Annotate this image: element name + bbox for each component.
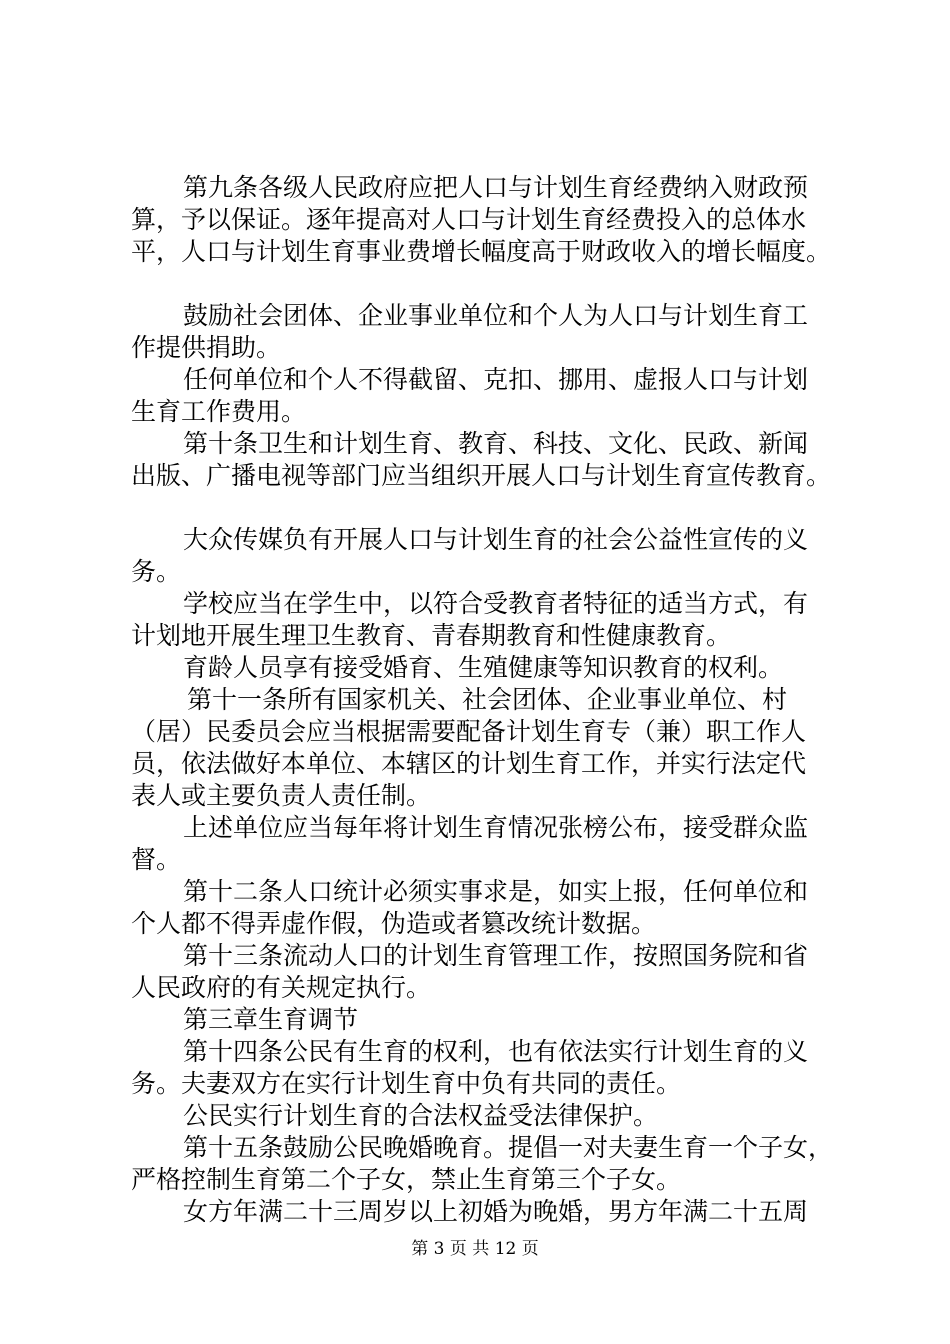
paragraph-line: 第十条卫生和计划生育、教育、科技、文化、民政、新闻 bbox=[183, 429, 809, 458]
paragraph-gap bbox=[131, 492, 847, 524]
paragraph-line: 督。 bbox=[131, 845, 182, 874]
paragraph-line: 学校应当在学生中，以符合受教育者特征的适当方式，有 bbox=[183, 589, 809, 618]
paragraph-line: 严格控制生育第二个子女，禁止生育第三个子女。 bbox=[131, 1165, 682, 1194]
paragraph-line: 计划地开展生理卫生教育、青春期教育和性健康教育。 bbox=[131, 621, 732, 650]
paragraph-line: 作提供捐助。 bbox=[131, 333, 282, 362]
paragraph-gap bbox=[131, 268, 847, 300]
paragraph-line: 平，人口与计划生育事业费增长幅度高于财政收入的增长幅度。 bbox=[131, 237, 832, 266]
paragraph-line: 大众传媒负有开展人口与计划生育的社会公益性宣传的义 bbox=[183, 525, 809, 554]
paragraph-line: 第十二条人口统计必须实事求是，如实上报，任何单位和 bbox=[183, 877, 809, 906]
paragraph-line: 上述单位应当每年将计划生育情况张榜公布，接受群众监 bbox=[183, 813, 809, 842]
paragraph-line: 务。夫妻双方在实行计划生育中负有共同的责任。 bbox=[131, 1069, 682, 1098]
paragraph-line: （居）民委员会应当根据需要配备计划生育专（兼）职工作人 bbox=[131, 717, 807, 746]
paragraph-line: 第十一条所有国家机关、社会团体、企业事业单位、村 bbox=[187, 685, 788, 714]
paragraph-line: 员，依法做好本单位、本辖区的计划生育工作，并实行法定代 bbox=[131, 749, 807, 778]
paragraph-line: 女方年满二十三周岁以上初婚为晚婚，男方年满二十五周 bbox=[183, 1197, 809, 1226]
paragraph-line: 表人或主要负责人责任制。 bbox=[131, 781, 432, 810]
paragraph-line: 生育工作费用。 bbox=[131, 397, 307, 426]
paragraph-line: 出版、广播电视等部门应当组织开展人口与计划生育宣传教育。 bbox=[131, 461, 832, 490]
paragraph-line: 育龄人员享有接受婚育、生殖健康等知识教育的权利。 bbox=[183, 653, 784, 682]
paragraph-line: 任何单位和个人不得截留、克扣、挪用、虚报人口与计划 bbox=[183, 365, 809, 394]
paragraph-line: 务。 bbox=[131, 557, 182, 586]
paragraph-line: 个人都不得弄虚作假，伪造或者篡改统计数据。 bbox=[131, 909, 657, 938]
chapter-heading: 第三章生育调节 bbox=[183, 1005, 359, 1034]
paragraph-line: 算，予以保证。逐年提高对人口与计划生育经费投入的总体水 bbox=[131, 205, 807, 234]
paragraph-line: 人民政府的有关规定执行。 bbox=[131, 973, 432, 1002]
paragraph-line: 第十五条鼓励公民晚婚晚育。提倡一对夫妻生育一个子女， bbox=[183, 1133, 834, 1162]
page-number-footer: 第 3 页 共 12 页 bbox=[411, 1239, 539, 1259]
paragraph-line: 第九条各级人民政府应把人口与计划生育经费纳入财政预 bbox=[183, 173, 809, 202]
document-body bbox=[131, 172, 847, 1228]
paragraph-line: 第十四条公民有生育的权利，也有依法实行计划生育的义 bbox=[183, 1037, 809, 1066]
paragraph-line: 第十三条流动人口的计划生育管理工作，按照国务院和省 bbox=[183, 941, 809, 970]
paragraph-line: 鼓励社会团体、企业事业单位和个人为人口与计划生育工 bbox=[183, 301, 809, 330]
paragraph-line: 公民实行计划生育的合法权益受法律保护。 bbox=[183, 1101, 659, 1130]
